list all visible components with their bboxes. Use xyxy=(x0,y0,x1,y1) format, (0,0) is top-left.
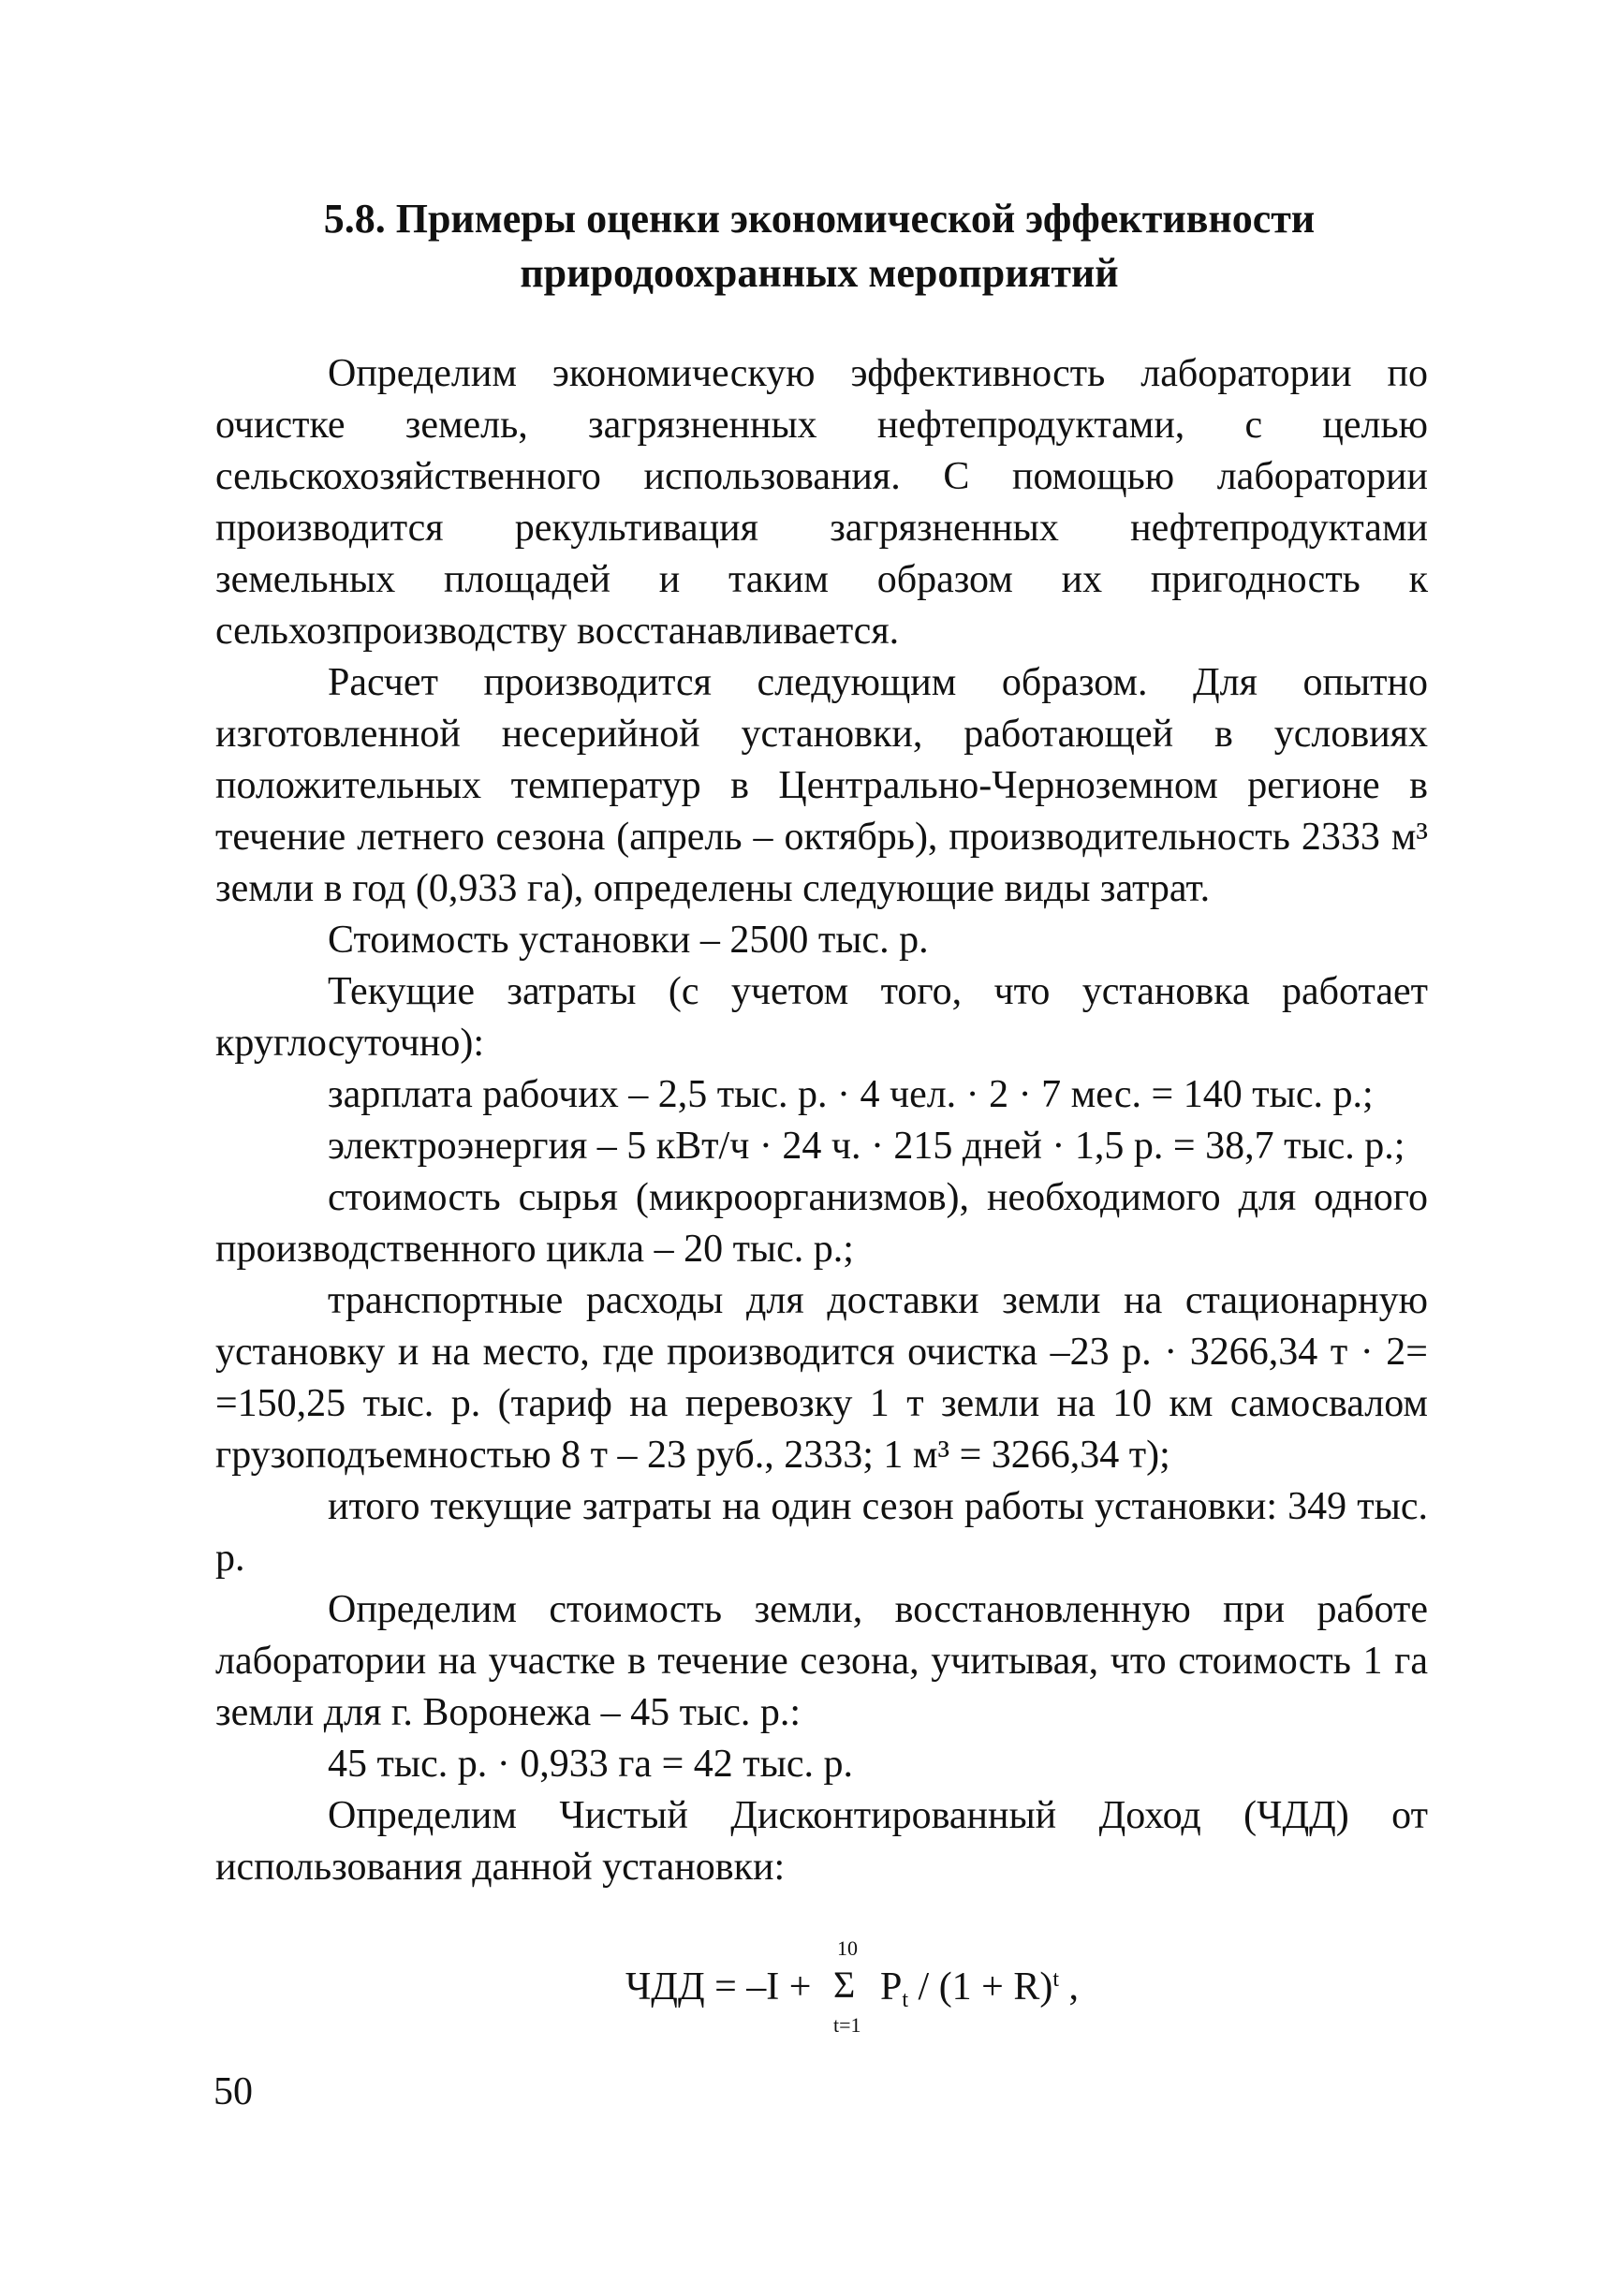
paragraph: Расчет производится следующим образом. Для опытно изготовленной несерийной установки, работающей в условиях положительных температур в Центрально-Черноземном регионе в течение летнего сезона (апрель – октябрь), производительность 2333 м³ земли в год (0,933 га), определены следующие виды затрат. xyxy=(215,661,1428,910)
paragraph: транспортные расходы для доставки земли на стационарную установку и на место, где производится очистка –23 р. · 3266,34 т · 2= =150,25 тыс. р. (тариф на перевозку 1 т земли на 10 км самосвалом грузоподъемностью 8 т – 23 руб., 2333; 1 м³ = 3266,34 т); xyxy=(215,1279,1428,1477)
term-p: P xyxy=(880,1965,903,2009)
term-p-subscript: t xyxy=(902,1988,909,2012)
page-number: 50 xyxy=(213,2070,253,2113)
paragraph: 45 тыс. р. · 0,933 га = 42 тыс. р. xyxy=(328,1743,853,1786)
paragraph: итого текущие затраты на один сезон работы установки: 349 тыс. р. xyxy=(215,1485,1428,1580)
paragraph: Определим экономическую эффективность лаборатории по очистке земель, загрязненных нефтепродуктами, с целью сельскохозяйственного использования. С помощью лаборатории производится рекультивация загрязненных нефтепродуктами земельных площадей и таким образом их пригодность к сельхозпроизводству восстанавливается. xyxy=(215,352,1428,653)
sum-lower-limit: t=1 xyxy=(833,2013,861,2037)
sum-symbol: Σ xyxy=(833,1964,856,2006)
term-denominator: / (1 + R) xyxy=(908,1965,1053,2009)
term-end: , xyxy=(1059,1965,1080,2009)
heading-line-1: 5.8. Примеры оценки экономической эффективности xyxy=(323,196,1316,242)
formula-lhs: ЧДД = –I + xyxy=(625,1965,812,2009)
heading-line-2: природоохранных мероприятий xyxy=(520,250,1119,296)
term-exponent: t xyxy=(1052,1967,1060,1992)
formula-term xyxy=(880,1965,1079,2013)
paragraph: Стоимость установки – 2500 тыс. р. xyxy=(328,919,929,962)
sum-upper-limit: 10 xyxy=(837,1936,858,1960)
npv-formula xyxy=(625,1938,1150,2041)
paragraph: Определим Чистый Дисконтированный Доход (ЧДД) от использования данной установки: xyxy=(215,1794,1428,1889)
paragraph: зарплата рабочих – 2,5 тыс. р. · 4 чел. · 2 · 7 мес. = 140 тыс. р.; xyxy=(328,1073,1374,1116)
section-heading xyxy=(215,192,1423,301)
paragraph: Определим стоимость земли, восстановленную при работе лаборатории на участке в течение сезона, учитывая, что стоимость 1 га земли для г. Воронежа – 45 тыс. р.: xyxy=(215,1588,1428,1734)
body-text xyxy=(215,348,1428,1893)
paragraph: стоимость сырья (микроорганизмов), необходимого для одного производственного цикла – 20 тыс. р.; xyxy=(215,1176,1428,1271)
paragraph: электроэнергия – 5 кВт/ч · 24 ч. · 215 дней · 1,5 р. = 38,7 тыс. р.; xyxy=(328,1125,1405,1168)
paragraph: Текущие затраты (с учетом того, что установка работает круглосуточно): xyxy=(215,970,1428,1065)
